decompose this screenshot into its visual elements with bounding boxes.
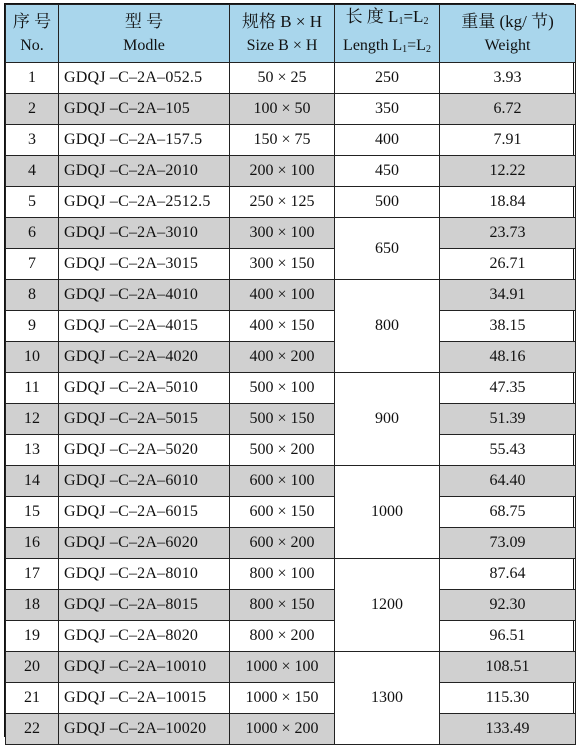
cell-no: 10: [6, 342, 59, 373]
spec-table: [5, 4, 576, 745]
table-row: [6, 249, 576, 280]
table-row: [6, 156, 576, 187]
cell-no: 5: [6, 187, 59, 218]
table-row: [6, 125, 576, 156]
header-length: [335, 5, 440, 63]
header-model-en: Modle: [123, 36, 165, 54]
cell-size: 1000 × 100: [230, 652, 335, 683]
cell-model: GDQJ –C–2A–10015: [59, 683, 230, 714]
cell-no: 12: [6, 404, 59, 435]
cell-weight: 23.73: [440, 218, 576, 249]
table-row: [6, 621, 576, 652]
cell-size: 250 × 125: [230, 187, 335, 218]
cell-weight: 133.49: [440, 714, 576, 745]
header-length-en: [335, 34, 439, 62]
cell-model: GDQJ –C–2A–6010: [59, 466, 230, 497]
cell-length: 800: [335, 280, 440, 373]
cell-weight: 68.75: [440, 497, 576, 528]
cell-length: 250: [335, 63, 440, 94]
cell-weight: 87.64: [440, 559, 576, 590]
cell-no: 16: [6, 528, 59, 559]
cell-no: 4: [6, 156, 59, 187]
cell-weight: 12.22: [440, 156, 576, 187]
table-row: [6, 342, 576, 373]
spec-table-container: [4, 3, 574, 737]
header-size-en: Size B × H: [246, 36, 318, 54]
cell-no: 22: [6, 714, 59, 745]
cell-no: 3: [6, 125, 59, 156]
cell-no: 14: [6, 466, 59, 497]
cell-no: 6: [6, 218, 59, 249]
cell-length: 450: [335, 156, 440, 187]
header-length-en-mid: =L: [407, 37, 426, 54]
cell-size: 300 × 100: [230, 218, 335, 249]
cell-size: 400 × 100: [230, 280, 335, 311]
table-row: [6, 528, 576, 559]
table-row: [6, 435, 576, 466]
cell-model: GDQJ –C–2A–5015: [59, 404, 230, 435]
table-row: [6, 311, 576, 342]
table-header: [6, 5, 576, 63]
table-row: [6, 280, 576, 311]
cell-size: 600 × 200: [230, 528, 335, 559]
cell-size: 200 × 100: [230, 156, 335, 187]
cell-size: 500 × 150: [230, 404, 335, 435]
table-body: [6, 63, 576, 745]
cell-weight: 96.51: [440, 621, 576, 652]
cell-size: 1000 × 150: [230, 683, 335, 714]
cell-model: GDQJ –C–2A–4010: [59, 280, 230, 311]
header-row: [6, 5, 576, 63]
table-row: [6, 218, 576, 249]
cell-no: 20: [6, 652, 59, 683]
cell-size: 300 × 150: [230, 249, 335, 280]
cell-weight: 38.15: [440, 311, 576, 342]
cell-model: GDQJ –C–2A–4015: [59, 311, 230, 342]
table-row: [6, 94, 576, 125]
cell-model: GDQJ –C–2A–105: [59, 94, 230, 125]
cell-model: GDQJ –C–2A–3010: [59, 218, 230, 249]
cell-model: GDQJ –C–2A–2512.5: [59, 187, 230, 218]
cell-no: 8: [6, 280, 59, 311]
table-row: [6, 63, 576, 94]
cell-size: 50 × 25: [230, 63, 335, 94]
cell-size: 100 × 50: [230, 94, 335, 125]
table-row: [6, 714, 576, 745]
cell-length: 1300: [335, 652, 440, 745]
table-row: [6, 404, 576, 435]
table-row: [6, 652, 576, 683]
header-no-en: No.: [20, 36, 44, 54]
cell-model: GDQJ –C–2A–6015: [59, 497, 230, 528]
header-weight-zh: 重量 (kg/ 节): [461, 11, 554, 31]
cell-model: GDQJ –C–2A–8010: [59, 559, 230, 590]
cell-weight: 51.39: [440, 404, 576, 435]
cell-weight: 108.51: [440, 652, 576, 683]
cell-length: 1000: [335, 466, 440, 559]
table-row: [6, 559, 576, 590]
cell-no: 9: [6, 311, 59, 342]
header-size-zh: 规格 B × H: [242, 11, 322, 31]
header-weight-en: Weight: [484, 36, 531, 54]
cell-size: 600 × 150: [230, 497, 335, 528]
cell-no: 17: [6, 559, 59, 590]
cell-size: 800 × 100: [230, 559, 335, 590]
header-model-zh: 型 号: [124, 11, 164, 31]
header-model: [59, 5, 230, 63]
cell-weight: 115.30: [440, 683, 576, 714]
cell-no: 7: [6, 249, 59, 280]
header-size: [230, 5, 335, 63]
cell-length: 650: [335, 218, 440, 280]
cell-length: 350: [335, 94, 440, 125]
cell-weight: 6.72: [440, 94, 576, 125]
cell-size: 800 × 200: [230, 621, 335, 652]
cell-model: GDQJ –C–2A–10020: [59, 714, 230, 745]
header-length-zh-mid: =L: [403, 7, 424, 26]
header-length-zh: [335, 5, 439, 34]
cell-no: 19: [6, 621, 59, 652]
table-row: [6, 590, 576, 621]
cell-weight: 47.35: [440, 373, 576, 404]
table-row: [6, 497, 576, 528]
cell-length: 500: [335, 187, 440, 218]
cell-length: 400: [335, 125, 440, 156]
cell-weight: 34.91: [440, 280, 576, 311]
header-length-en-sub2: 2: [425, 44, 431, 55]
cell-model: GDQJ –C–2A–6020: [59, 528, 230, 559]
cell-weight: 73.09: [440, 528, 576, 559]
cell-model: GDQJ –C–2A–157.5: [59, 125, 230, 156]
cell-model: GDQJ –C–2A–5010: [59, 373, 230, 404]
cell-model: GDQJ –C–2A–10010: [59, 652, 230, 683]
header-weight: [440, 5, 576, 63]
cell-weight: 3.93: [440, 63, 576, 94]
cell-length: 900: [335, 373, 440, 466]
cell-no: 11: [6, 373, 59, 404]
cell-weight: 92.30: [440, 590, 576, 621]
cell-no: 18: [6, 590, 59, 621]
cell-model: GDQJ –C–2A–5020: [59, 435, 230, 466]
cell-model: GDQJ –C–2A–052.5: [59, 63, 230, 94]
cell-weight: 18.84: [440, 187, 576, 218]
cell-no: 21: [6, 683, 59, 714]
cell-size: 800 × 150: [230, 590, 335, 621]
cell-size: 500 × 100: [230, 373, 335, 404]
cell-weight: 26.71: [440, 249, 576, 280]
cell-no: 15: [6, 497, 59, 528]
cell-no: 1: [6, 63, 59, 94]
header-length-en-prefix: Length L: [343, 37, 403, 54]
cell-model: GDQJ –C–2A–3015: [59, 249, 230, 280]
header-length-en-sub1: 1: [402, 44, 408, 55]
table-row: [6, 466, 576, 497]
cell-model: GDQJ –C–2A–4020: [59, 342, 230, 373]
cell-weight: 7.91: [440, 125, 576, 156]
cell-weight: 48.16: [440, 342, 576, 373]
cell-no: 2: [6, 94, 59, 125]
cell-model: GDQJ –C–2A–8015: [59, 590, 230, 621]
cell-weight: 64.40: [440, 466, 576, 497]
cell-size: 500 × 200: [230, 435, 335, 466]
table-row: [6, 187, 576, 218]
cell-length: 1200: [335, 559, 440, 652]
table-row: [6, 373, 576, 404]
cell-size: 150 × 75: [230, 125, 335, 156]
cell-model: GDQJ –C–2A–8020: [59, 621, 230, 652]
cell-no: 13: [6, 435, 59, 466]
cell-size: 400 × 150: [230, 311, 335, 342]
cell-size: 1000 × 200: [230, 714, 335, 745]
cell-model: GDQJ –C–2A–2010: [59, 156, 230, 187]
cell-size: 400 × 200: [230, 342, 335, 373]
header-length-zh-sub2: 2: [423, 16, 429, 27]
cell-weight: 55.43: [440, 435, 576, 466]
header-no-zh: 序 号: [12, 11, 52, 31]
table-row: [6, 683, 576, 714]
header-no: [6, 5, 59, 63]
header-length-zh-prefix: 长 度 L: [345, 7, 399, 26]
header-length-zh-sub1: 1: [398, 16, 404, 27]
cell-size: 600 × 100: [230, 466, 335, 497]
